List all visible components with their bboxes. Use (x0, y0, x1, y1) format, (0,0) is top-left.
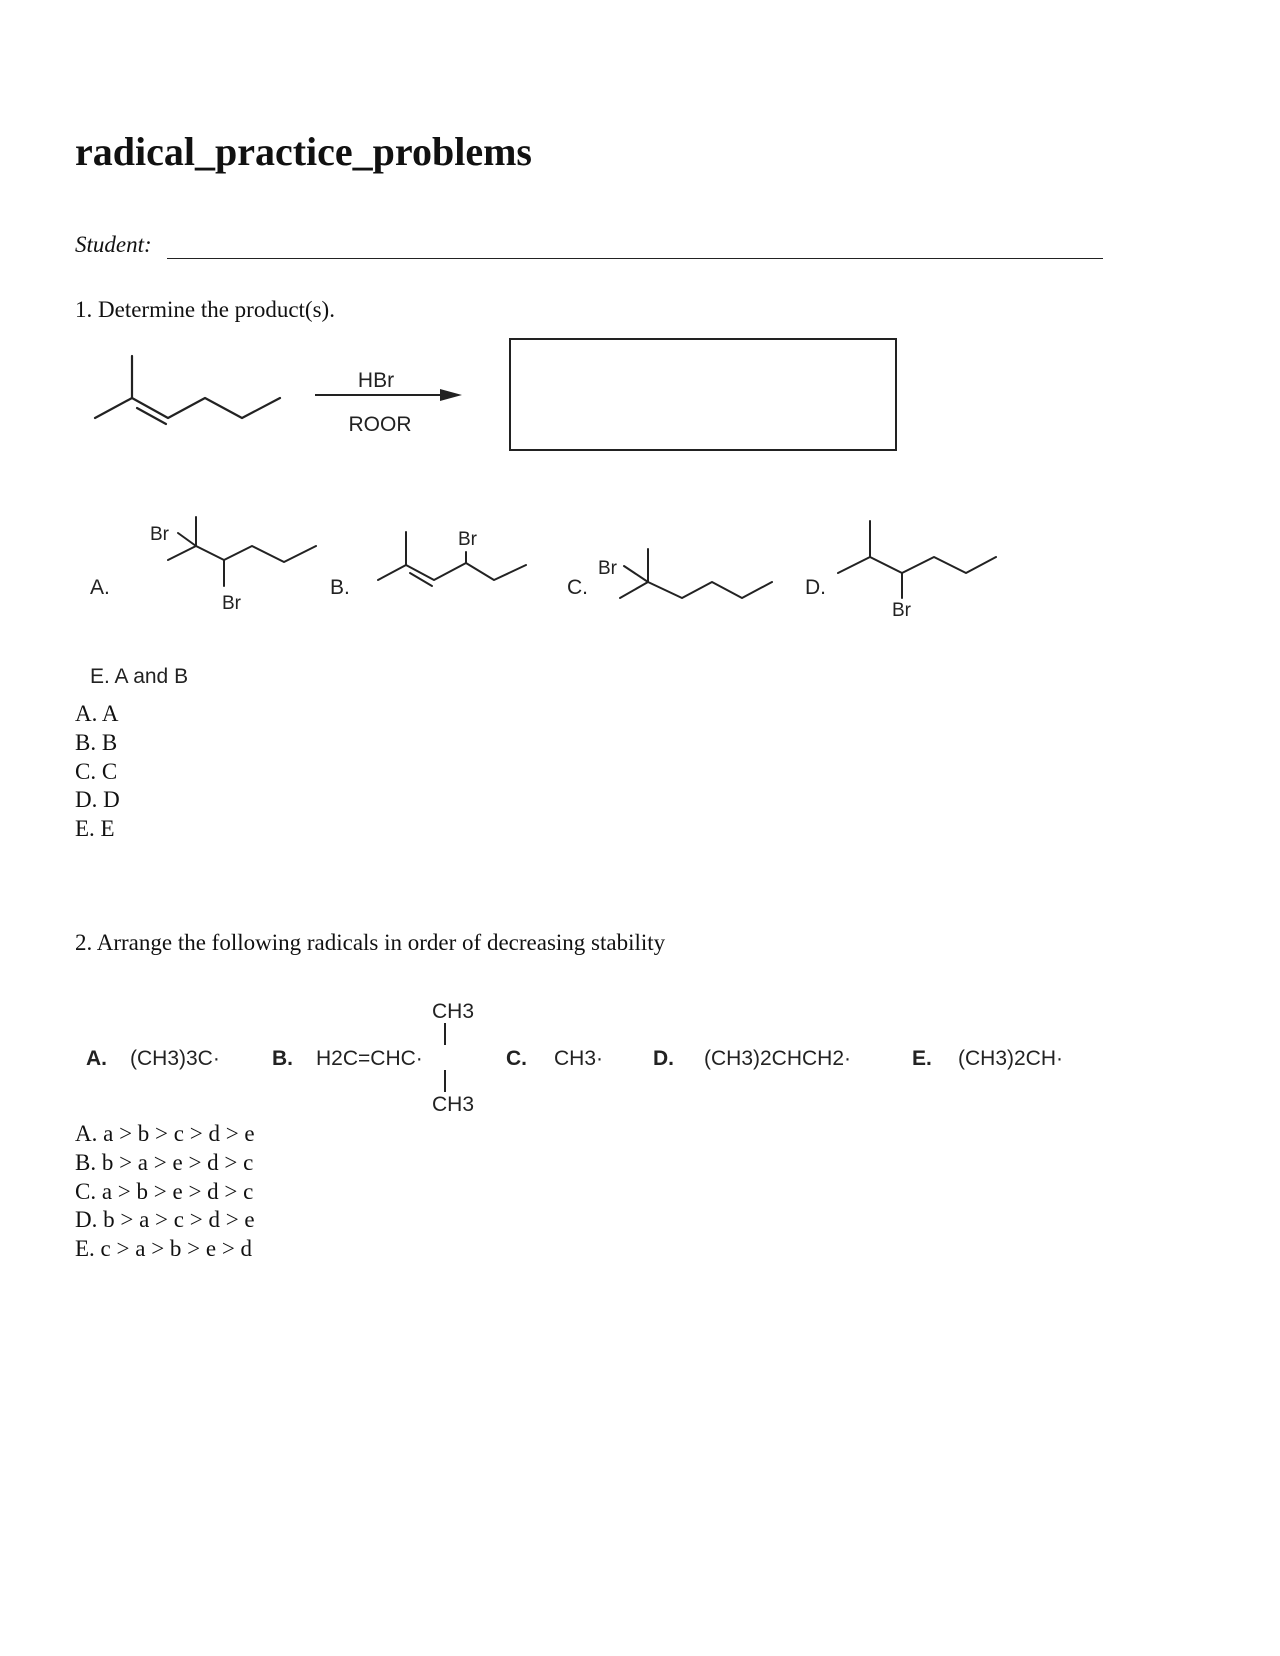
reaction-arrow (315, 389, 462, 401)
starting-alkene-structure (95, 356, 280, 424)
option-a-br-top: Br (150, 524, 169, 545)
radical-b-formula: H2C=CHC· (316, 1047, 423, 1070)
option-c-br: Br (598, 558, 617, 579)
question-2-choices (75, 1120, 255, 1264)
radical-a-label: A. (86, 1047, 107, 1070)
radical-a-formula: (CH3)3C· (130, 1047, 220, 1070)
radical-c-label: C. (506, 1047, 527, 1070)
option-c-label: C. (567, 576, 588, 599)
option-b-structure (378, 532, 526, 586)
q1-choice-d[interactable]: D. D (75, 787, 120, 813)
option-e-text: E. A and B (90, 665, 189, 688)
option-a-structure (168, 517, 316, 586)
student-name-line[interactable] (167, 258, 1103, 259)
option-b-label: B. (330, 576, 350, 599)
option-b-br: Br (458, 529, 477, 550)
radical-c-formula: CH3· (554, 1047, 604, 1070)
page-title: radical_practice_problems (75, 129, 532, 174)
q2-choice-b[interactable]: B. b > a > e > d > c (75, 1149, 254, 1175)
option-a-label: A. (90, 576, 110, 599)
option-a-br-bottom: Br (222, 593, 241, 614)
q2-choice-a[interactable]: A. a > b > c > d > e (75, 1121, 255, 1146)
reagent-hbr: HBr (357, 369, 395, 392)
option-c-structure (620, 549, 772, 598)
question-1-prompt: 1. Determine the product(s). (75, 297, 335, 322)
reagent-roor: ROOR (348, 413, 412, 436)
radical-e-label: E. (912, 1047, 932, 1070)
q2-choice-c[interactable]: C. a > b > e > d > c (75, 1178, 254, 1204)
q2-choice-e[interactable]: E. c > a > b > e > d (75, 1236, 253, 1262)
answer-box (510, 339, 896, 450)
option-d-br: Br (892, 600, 911, 621)
q1-choice-e[interactable]: E. E (75, 816, 115, 842)
radical-b-label: B. (272, 1047, 293, 1070)
q1-choice-a[interactable]: A. A (75, 701, 119, 726)
radical-d-formula: (CH3)2CHCH2· (704, 1047, 852, 1070)
question-2-prompt: 2. Arrange the following radicals in order of decreasing stability (75, 930, 666, 955)
student-label: Student: (75, 232, 152, 257)
radical-b-methyl-top: CH3 (432, 1000, 475, 1023)
option-d-label: D. (805, 576, 826, 599)
radical-d-label: D. (653, 1047, 674, 1070)
q1-choice-b[interactable]: B. B (75, 729, 118, 755)
question-1-choices (75, 700, 120, 844)
q1-choice-c[interactable]: C. C (75, 758, 118, 784)
q2-choice-d[interactable]: D. b > a > c > d > e (75, 1207, 255, 1233)
radical-b-methyl-bottom: CH3 (432, 1093, 475, 1116)
option-d-structure (838, 521, 996, 598)
radical-e-formula: (CH3)2CH· (958, 1047, 1063, 1070)
